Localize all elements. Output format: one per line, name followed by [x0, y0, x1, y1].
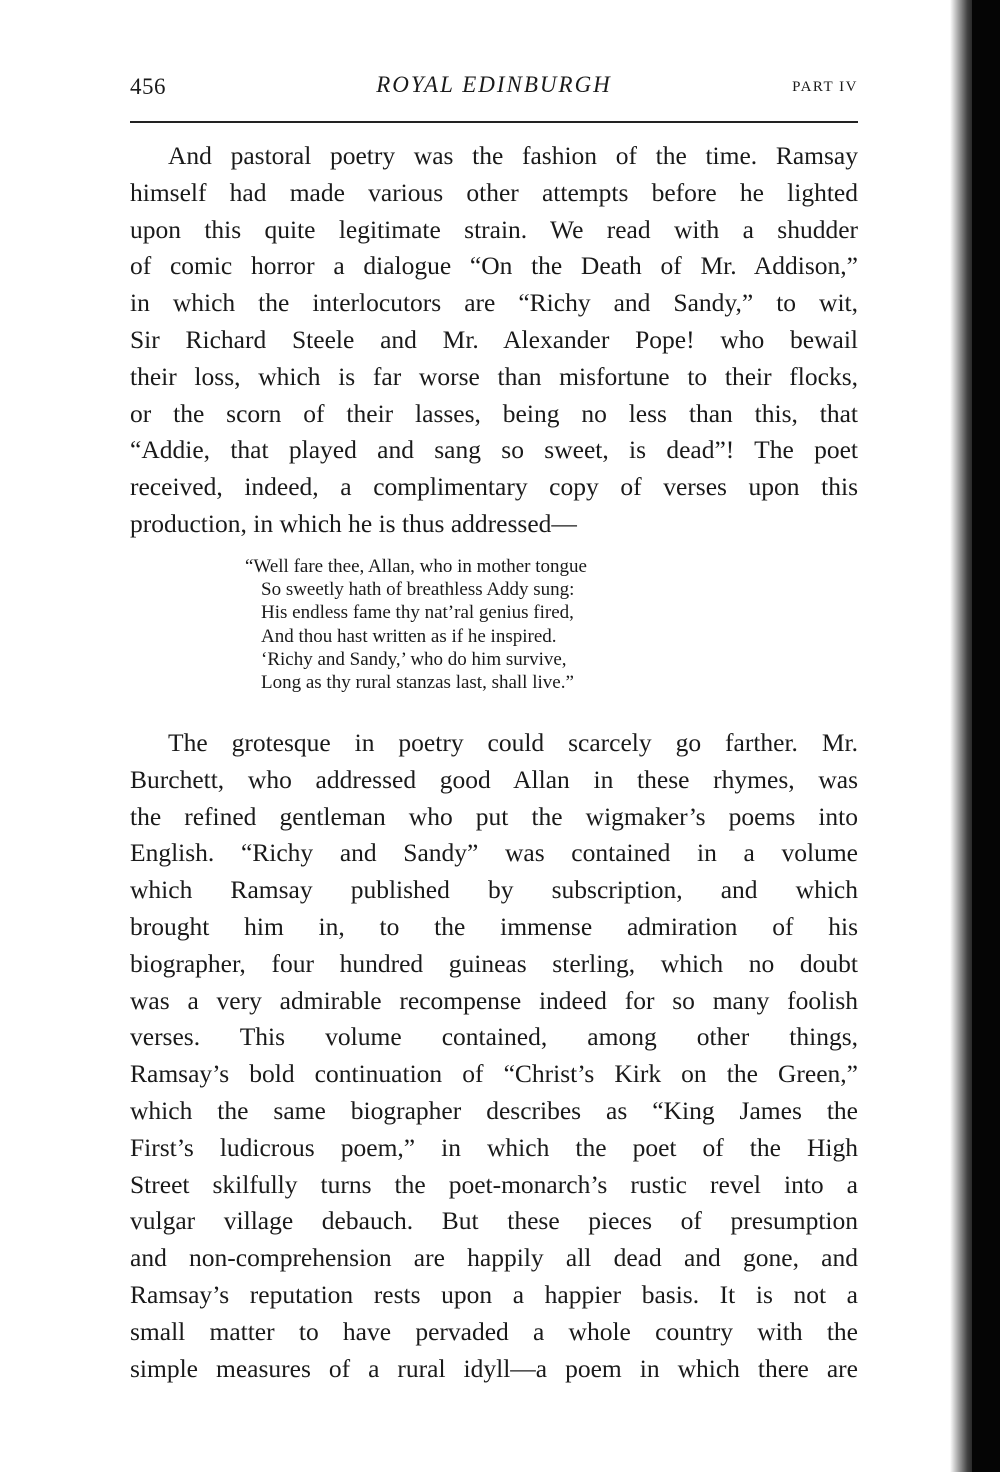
text-line: upon this quite legitimate strain. We read with a shudder	[130, 214, 858, 244]
verse-line: And thou hast written as if he inspired.	[261, 625, 557, 647]
text-line: in which the interlocutors are “Richy and Sandy,” to wit,	[130, 288, 858, 318]
header-rule	[130, 121, 858, 123]
running-title: ROYAL EDINBURGH	[376, 72, 612, 97]
text-line: their loss, which is far worse than misfortune to their flocks,	[130, 361, 858, 391]
page-number: 456	[130, 74, 166, 99]
text-line: Street skilfully turns the poet-monarch’s rustic revel into a	[130, 1169, 858, 1199]
text-line: which Ramsay published by subscription, and which	[130, 875, 858, 905]
text-line: And pastoral poetry was the fashion of the time. Ramsay	[168, 141, 858, 170]
paragraph-1	[130, 138, 858, 543]
text-line: Burchett, who addressed good Allan in these rhymes, was	[130, 764, 858, 794]
text-line: and non-comprehension are happily all dead and gone, and	[130, 1243, 858, 1273]
text-line: Ramsay’s reputation rests upon a happier basis. It is not a	[130, 1279, 858, 1309]
text-line: the refined gentleman who put the wigmaker’s poems into	[130, 801, 858, 831]
text-line: First’s ludicrous poem,” in which the poet of the High	[130, 1132, 858, 1162]
text-line: Sir Richard Steele and Mr. Alexander Pope! who bewail	[130, 324, 858, 354]
verse-line: So sweetly hath of breathless Addy sung:	[261, 579, 575, 601]
text-line: or the scorn of their lasses, being no less than this, that	[130, 398, 858, 428]
verse-line: Long as thy rural stanzas last, shall live.”	[261, 671, 574, 693]
text-line: “Addie, that played and sang so sweet, is dead”! The poet	[130, 435, 858, 465]
paragraph-2	[130, 725, 858, 1387]
text-line: vulgar village debauch. But these pieces of presumption	[130, 1206, 858, 1236]
text-line: biographer, four hundred guineas sterling, which no doubt	[130, 948, 858, 978]
scan-page-edge	[972, 0, 1000, 1472]
text-line: was a very admirable recompense indeed for so many foolish	[130, 985, 858, 1015]
verse-line: ‘Richy and Sandy,’ who do him survive,	[261, 648, 567, 670]
text-line: Ramsay’s bold continuation of “Christ’s Kirk on the Green,”	[130, 1059, 858, 1089]
text-line: small matter to have pervaded a whole country with the	[130, 1316, 858, 1346]
verse-line: “Well fare thee, Allan, who in mother tongue	[245, 556, 587, 577]
verse-line: His endless fame thy nat’ral genius fired,	[261, 602, 574, 624]
text-line: brought him in, to the immense admiration of his	[130, 911, 858, 941]
text-line: production, in which he is thus addressed—	[130, 508, 577, 538]
page-header	[130, 70, 858, 110]
section-label: PART IV	[792, 79, 858, 95]
text-line: simple measures of a rural idyll—a poem in which there are	[130, 1353, 858, 1383]
verse-quotation	[245, 555, 765, 694]
text-line: The grotesque in poetry could scarcely go farther. Mr.	[168, 728, 858, 757]
text-line: verses. This volume contained, among other things,	[130, 1022, 858, 1052]
text-line: received, indeed, a complimentary copy of verses upon this	[130, 472, 858, 502]
text-line: English. “Richy and Sandy” was contained in a volume	[130, 838, 858, 868]
text-line: himself had made various other attempts before he lighted	[130, 177, 858, 207]
text-line: of comic horror a dialogue “On the Death of Mr. Addison,”	[130, 251, 858, 281]
text-line: which the same biographer describes as “King James the	[130, 1095, 858, 1125]
